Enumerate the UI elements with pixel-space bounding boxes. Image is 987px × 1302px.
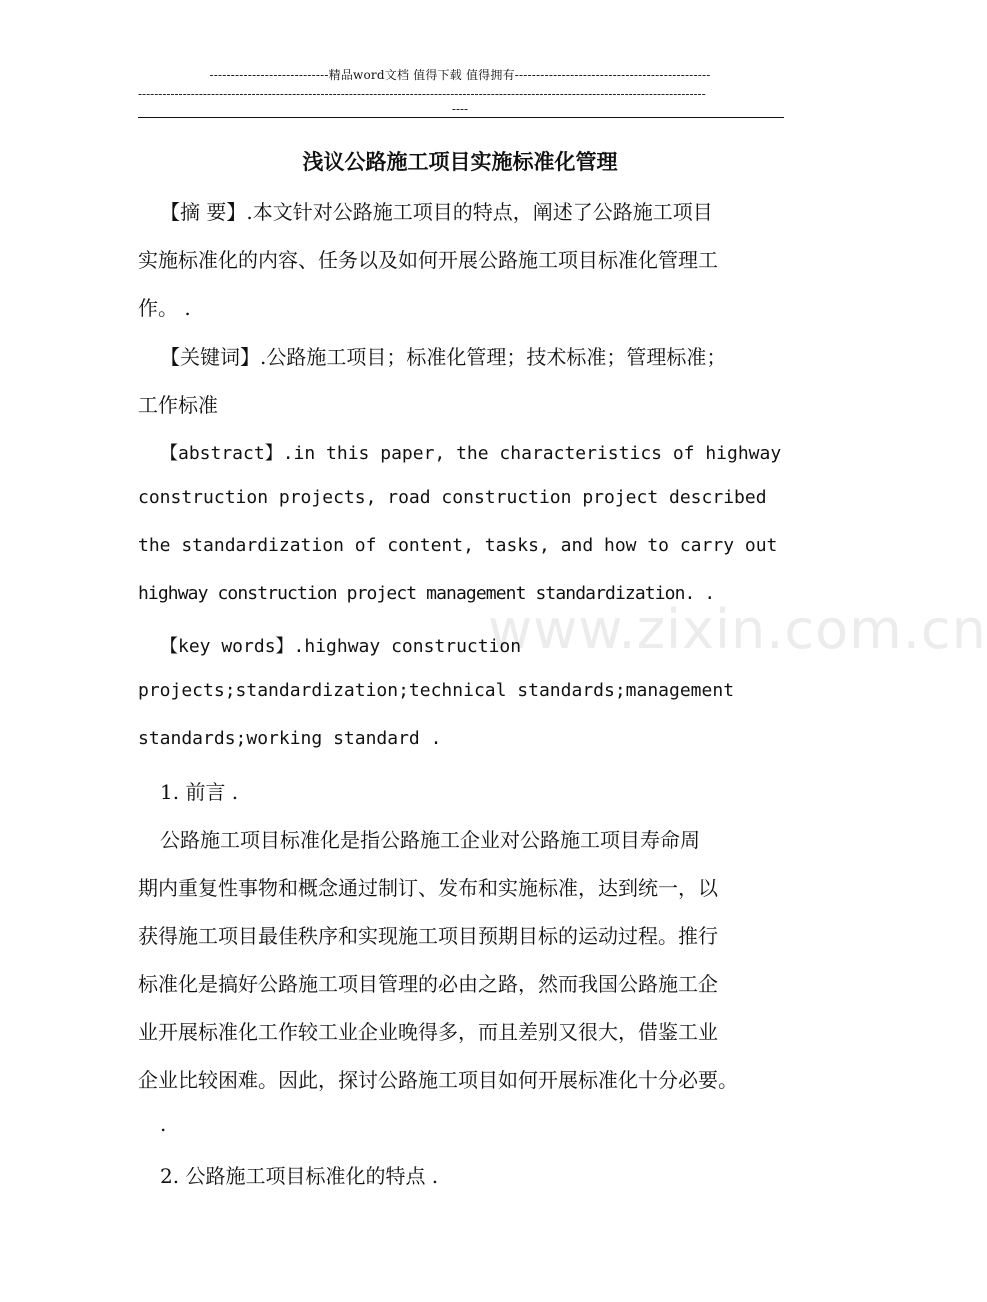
- keywords-en-line-1: 【key words】.highway construction: [160, 636, 522, 657]
- body-line-3: 获得施工项目最佳秩序和实现施工项目预期目标的运动过程。推行: [138, 924, 718, 948]
- section-1-heading: 1. 前言 .: [160, 780, 239, 804]
- abstract-en-line-4: highway construction project management standardization. .: [138, 583, 715, 604]
- document-title: 浅议公路施工项目实施标准化管理: [302, 150, 618, 174]
- header-banner: ----------------------------精品word文档 值得下载 值得拥有----------------------------------------------: [209, 68, 711, 82]
- keywords-line-1: 【关键词】.公路施工项目；标准化管理；技术标准；管理标准；: [160, 345, 727, 369]
- body-line-1: 公路施工项目标准化是指公路施工企业对公路施工项目寿命周: [160, 828, 700, 852]
- abstract-en-line-1: 【abstract】.in this paper, the characteristics of highway: [160, 443, 782, 464]
- keywords-line-2: 工作标准: [138, 393, 218, 417]
- body-line-7: .: [160, 1112, 167, 1136]
- abstract-line-2: 实施标准化的内容、任务以及如何开展公路施工项目标准化管理工: [138, 248, 718, 272]
- header-dash-tail: ----: [451, 102, 469, 116]
- abstract-en-line-2: construction projects, road construction project described: [138, 487, 767, 508]
- abstract-line-3: 作。 .: [138, 296, 191, 320]
- section-2-heading: 2. 公路施工项目标准化的特点 .: [160, 1164, 439, 1188]
- header-dash-line: --------------------------------------------------------------------------------------------------------------------------------------------: [138, 87, 706, 101]
- abstract-line-1: 【摘 要】.本文针对公路施工项目的特点，阐述了公路施工项目: [160, 200, 713, 224]
- body-line-4: 标准化是搞好公路施工项目管理的必由之路，然而我国公路施工企: [138, 972, 718, 996]
- header-rule: [138, 117, 784, 118]
- abstract-en-line-3: the standardization of content, tasks, and how to carry out: [138, 535, 778, 556]
- keywords-en-line-3: standards;working standard .: [138, 728, 442, 749]
- keywords-en-line-2: projects;standardization;technical standards;management: [138, 680, 735, 701]
- body-line-2: 期内重复性事物和概念通过制订、发布和实施标准，达到统一，以: [138, 876, 718, 900]
- body-line-6: 企业比较困难。因此，探讨公路施工项目如何开展标准化十分必要。: [138, 1068, 738, 1092]
- body-line-5: 业开展标准化工作较工业企业晚得多，而且差别又很大，借鉴工业: [138, 1020, 718, 1044]
- watermark: www.zixin.com.cn: [488, 598, 987, 661]
